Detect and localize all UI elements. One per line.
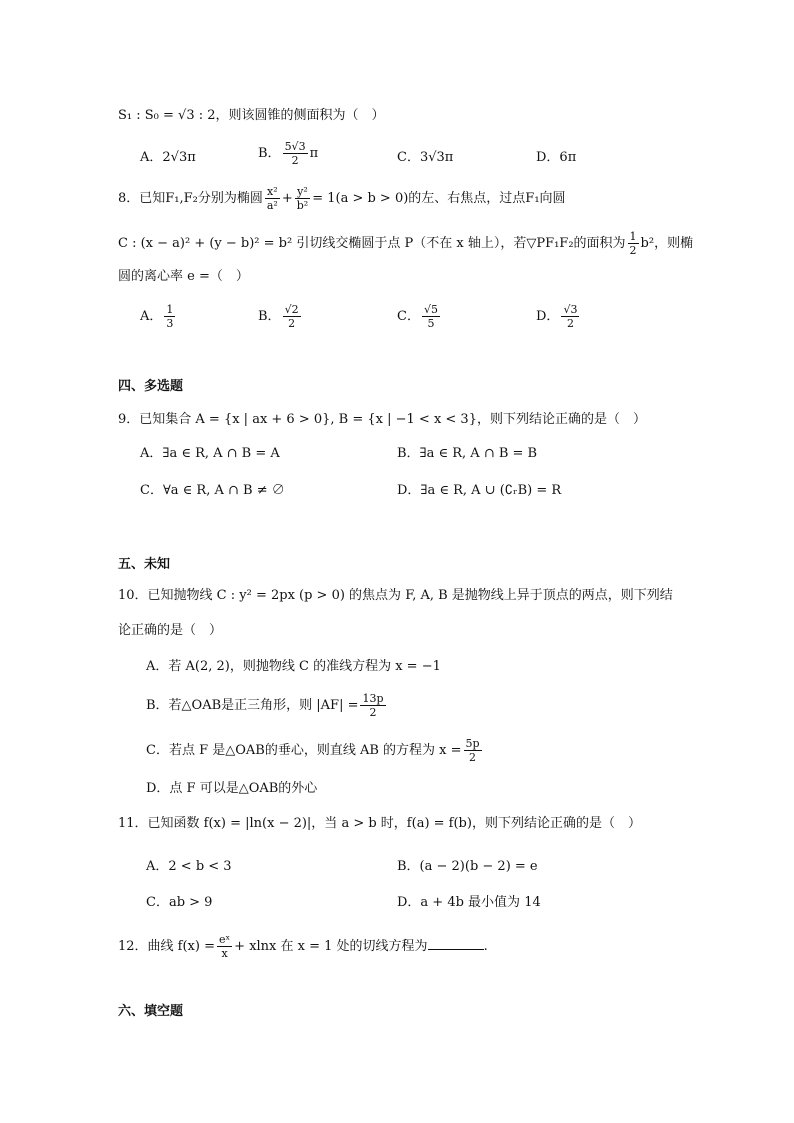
q8-area-den: 2 <box>629 244 637 257</box>
q7-option-b-pi: π <box>309 146 319 161</box>
q8-option-d <box>536 303 581 330</box>
q7-stem-line <box>118 106 385 126</box>
q8-option-c <box>397 303 442 330</box>
q7-option-a <box>140 148 196 168</box>
q8-option-c-den: 5 <box>427 317 435 330</box>
q10-stem-line1 <box>118 586 673 606</box>
q11-option-d <box>397 893 541 913</box>
q7-option-c-text: C．3√3π <box>397 150 454 165</box>
q9-option-d-text: D．∃a ∈ R, A ∪ (∁ᵣB) = R <box>397 483 562 498</box>
q10-stem-line2 <box>118 621 222 641</box>
q8-ellipse-y-num: y² <box>295 185 310 199</box>
q7-option-b-denominator: 2 <box>291 154 299 167</box>
q11-option-b <box>397 857 538 877</box>
q12-stem-part2: + xlnx 在 x = 1 处的切线方程为 <box>234 939 428 954</box>
q7-option-c <box>397 148 453 168</box>
q8-stem-line2 <box>118 230 693 257</box>
q8-ellipse-x-den: a² <box>266 199 278 212</box>
q8-option-a-num: 1 <box>166 303 174 316</box>
q10-stem-part1: 10．已知抛物线 C : y² = 2px (p > 0) 的焦点为 F, A, B 是抛物线上异于顶点的两点，则下列结 <box>118 588 673 603</box>
q12-stem-line <box>118 933 488 960</box>
q8-option-a-fraction <box>164 303 175 330</box>
q11-option-c <box>146 893 212 913</box>
q12-num: eˣ <box>219 933 231 946</box>
q8-option-d-label: D． <box>536 309 560 324</box>
q7-option-d <box>536 148 576 168</box>
q12-den: x <box>221 947 228 960</box>
q8-option-b-num: √2 <box>284 303 299 316</box>
q9-option-a <box>140 444 280 464</box>
q8-area-num: 1 <box>629 230 637 243</box>
q11-stem-text: 11．已知函数 f(x) = |ln(x − 2)|，当 a > b 时，f(a) = f(b)，则下列结论正确的是（ ） <box>118 816 641 831</box>
q9-stem-line <box>118 410 646 430</box>
q12-stem-part1: 12．曲线 f(x) = <box>118 939 215 954</box>
q9-stem-text: 9．已知集合 A = {x | ax + 6 > 0}, B = {x | −1 < x < 3}，则下列结论正确的是（ ） <box>118 412 646 427</box>
q10-option-a <box>146 657 441 677</box>
q12-answer-blank[interactable] <box>428 937 484 950</box>
q9-option-a-text: A．∃a ∈ R, A ∩ B = A <box>140 446 280 461</box>
q8-stem-line3 <box>118 267 249 287</box>
q10-option-b <box>146 692 388 719</box>
q8-stem-line1 <box>118 185 566 212</box>
q9-option-b <box>397 444 537 464</box>
q12-period: . <box>483 939 488 954</box>
q7-option-d-text: D．6π <box>536 150 577 165</box>
q8-option-c-label: C． <box>397 309 420 324</box>
q10-option-d <box>146 779 317 799</box>
q8-stem-part5: 圆的离心率 e =（ ） <box>118 269 249 284</box>
q10-option-c-text: C．若点 F 是△OAB的垂心，则直线 AB 的方程为 x = <box>146 743 462 758</box>
q9-option-c <box>140 481 285 501</box>
section-heading-multiple-choice: 四、多选题 <box>118 379 184 394</box>
q10-option-c-fraction <box>464 737 482 764</box>
q11-stem-line <box>118 814 641 834</box>
q11-option-a <box>146 857 232 877</box>
q9-option-b-text: B．∃a ∈ R, A ∩ B = B <box>397 446 538 461</box>
q8-option-a-den: 3 <box>166 317 174 330</box>
section-heading-unknown: 五、未知 <box>118 557 171 572</box>
q8-plus: + <box>281 191 293 206</box>
q9-option-d <box>397 481 561 501</box>
q10-option-c-den: 2 <box>469 751 477 764</box>
q8-option-b <box>258 303 303 330</box>
q12-fraction <box>217 933 232 960</box>
q8-stem-part4: b²，则椭 <box>640 236 694 251</box>
q10-option-b-fraction <box>360 692 385 719</box>
q8-option-b-label: B． <box>258 309 281 324</box>
q9-option-c-text: C．∀a ∈ R, A ∩ B ≠ ∅ <box>140 483 285 498</box>
q8-ellipse-x-num: x² <box>265 185 280 199</box>
q8-option-c-num: √5 <box>423 303 438 316</box>
q8-option-d-fraction <box>561 303 579 330</box>
q8-ellipse-x-fraction <box>265 185 280 212</box>
q8-option-a <box>140 303 177 330</box>
q7-option-b <box>258 140 318 167</box>
q8-option-b-fraction <box>283 303 301 330</box>
q8-option-a-label: A． <box>140 309 163 324</box>
q7-stem-text: S₁ : S₀ = √3 : 2，则该圆锥的侧面积为（ ） <box>118 108 385 123</box>
q7-option-b-fraction <box>283 140 308 167</box>
q11-option-b-text: B．(a − 2)(b − 2) = e <box>397 859 538 874</box>
q8-ellipse-y-fraction <box>295 185 310 212</box>
q7-option-b-label: B． <box>258 146 281 161</box>
q10-stem-part2: 论正确的是（ ） <box>118 623 223 638</box>
q7-option-a-text: A．2√3π <box>140 150 196 165</box>
section-heading-fill-in: 六、填空题 <box>118 1004 184 1019</box>
q10-option-b-num: 13p <box>362 692 384 705</box>
q11-option-d-text: D．a + 4b 最小值为 14 <box>397 895 541 910</box>
q10-option-c <box>146 737 484 764</box>
q11-option-a-text: A．2 < b < 3 <box>146 859 232 874</box>
q8-option-d-den: 2 <box>566 317 574 330</box>
q11-option-c-text: C．ab > 9 <box>146 895 213 910</box>
q10-option-c-num: 5p <box>465 737 480 750</box>
q8-option-b-den: 2 <box>288 317 296 330</box>
q8-area-fraction <box>628 230 639 257</box>
q10-option-a-text: A．若 A(2, 2)，则抛物线 C 的准线方程为 x = −1 <box>146 659 441 674</box>
q8-option-d-num: √3 <box>563 303 578 316</box>
q10-option-d-text: D．点 F 可以是△OAB的外心 <box>146 781 318 796</box>
q8-ellipse-y-den: b² <box>296 199 309 212</box>
q8-option-c-fraction <box>422 303 440 330</box>
q8-stem-part3: C : (x − a)² + (y − b)² = b² 引切线交椭圆于点 P（不在 x 轴上），若▽PF₁F₂的面积为 <box>118 236 626 251</box>
q7-option-b-numerator: 5√3 <box>284 140 306 153</box>
q8-stem-part1: 8．已知F₁,F₂分别为椭圆 <box>118 191 263 206</box>
q8-stem-part2: = 1(a > b > 0)的左、右焦点，过点F₁向圆 <box>312 191 566 206</box>
q10-option-b-text: B．若△OAB是正三角形，则 |AF| = <box>146 698 359 713</box>
q10-option-b-den: 2 <box>369 706 377 719</box>
